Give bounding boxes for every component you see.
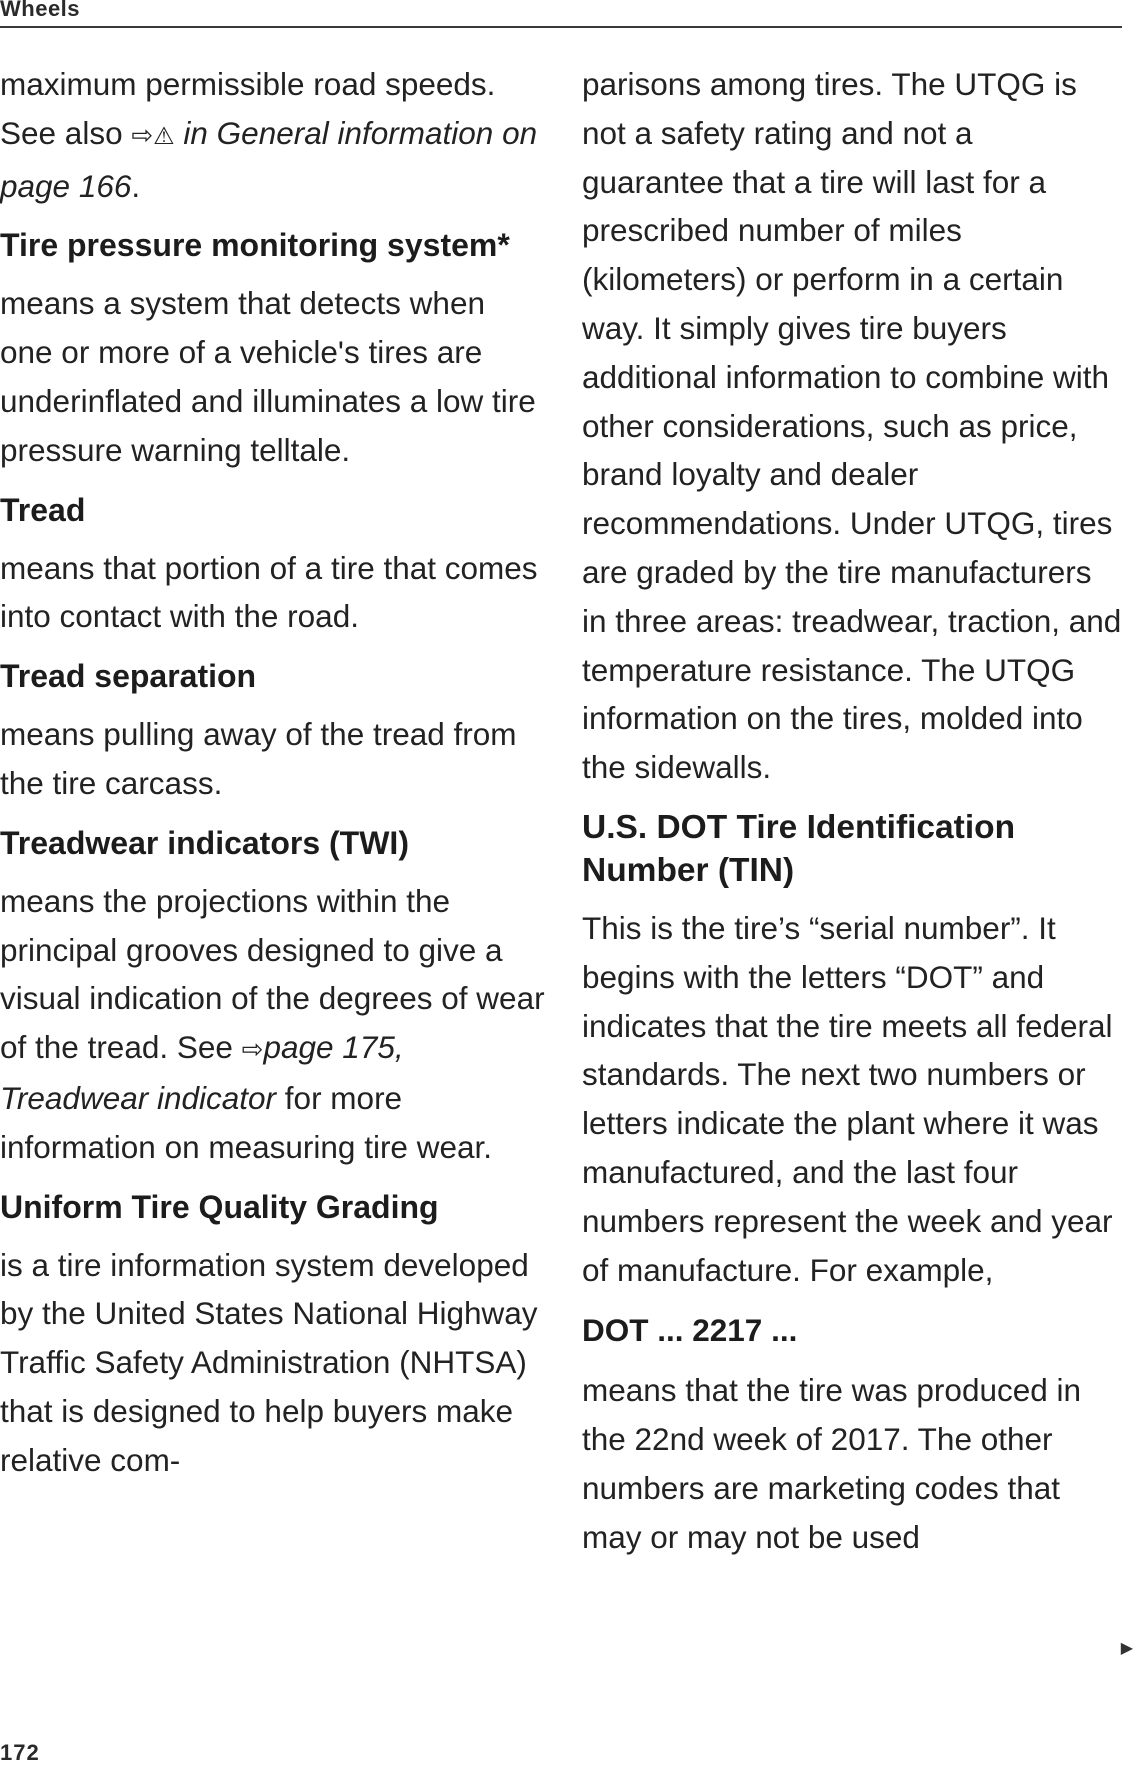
tread-definition: means that portion of a tire that comes into contact with the road. [0, 549, 538, 635]
tread-separation-heading: Tread separation [0, 658, 257, 695]
continue-arrow-icon: ▶ [1120, 1640, 1133, 1657]
warning-triangle-icon: ⚠ [153, 122, 175, 150]
tpms-definition: means a system that detects when one or more of a vehicle's tires are underinflated and illuminates a low tire pressure warning telltale. [0, 285, 536, 468]
twi-heading: Treadwear indicators (TWI) [0, 824, 409, 861]
tpms-heading: Tire pressure monitoring system* [0, 227, 510, 264]
utqg-definition: is a tire information system developed by the United States National Highway Traffic Safety Administration (NHTSA) that is designed to help buyers make relative com- [0, 1246, 538, 1478]
utqg-continuation: parisons among tires. The UTQG is not a safety rating and not a guarantee that a tire will last for a prescribed number of miles (kilometers) or perform in a certain way. It simply gives tire buyers additional information to combine with other considerations, such as price, brand loyalty and dealer recommendations. Under UTQG, tires are graded by the tire manufacturers in three areas: treadwear, traction, and temperature resistance. The UTQG information on the tires, molded into the sidewalls. [582, 66, 1122, 786]
twi-body-before: means the projections within the principal grooves designed to give a visual indication of the degrees of wear of the tread. See [0, 882, 545, 1066]
dot-example-explanation: means that the tire was produced in the 22nd week of 2017. The other numbers are marketing codes that may or may not be used [582, 1372, 1082, 1555]
right-column [582, 60, 1122, 1562]
cross-reference-arrow-icon: ⇨ [241, 1034, 264, 1065]
page-number: 172 [0, 1740, 40, 1765]
intro-paragraph [0, 60, 545, 210]
tin-definition: This is the tire’s “serial number”. It begins with the letters “DOT” and indicates that the tire meets all federal standards. The next two numbers or letters indicate the plant where it was manufactured, and the last four numbers represent the week and year of manufacture. For example, [582, 909, 1113, 1288]
intro-text: maximum permissible road speeds. See also [0, 66, 496, 151]
general-info-link[interactable]: in General information on page 166 [0, 114, 538, 204]
tread-heading: Tread [0, 491, 86, 528]
cross-reference-arrow-icon: ⇨ [131, 119, 154, 150]
tread-separation-definition: means pulling away of the tread from the tire carcass. [0, 716, 517, 801]
utqg-heading: Uniform Tire Quality Grading [0, 1188, 439, 1225]
left-column [0, 60, 545, 1485]
tin-heading: U.S. DOT Tire Identification Number (TIN) [582, 808, 1016, 889]
running-header-title: Wheels [0, 0, 81, 21]
intro-end: . [131, 167, 141, 204]
header-divider [0, 26, 1122, 28]
dot-example-code: DOT ... 2217 ... [582, 1312, 798, 1349]
treadwear-indicator-link[interactable]: page 175, Treadwear indicator [0, 1029, 404, 1116]
twi-body-after: for more information on measuring tire wear. [0, 1079, 492, 1165]
twi-definition [0, 877, 545, 1172]
